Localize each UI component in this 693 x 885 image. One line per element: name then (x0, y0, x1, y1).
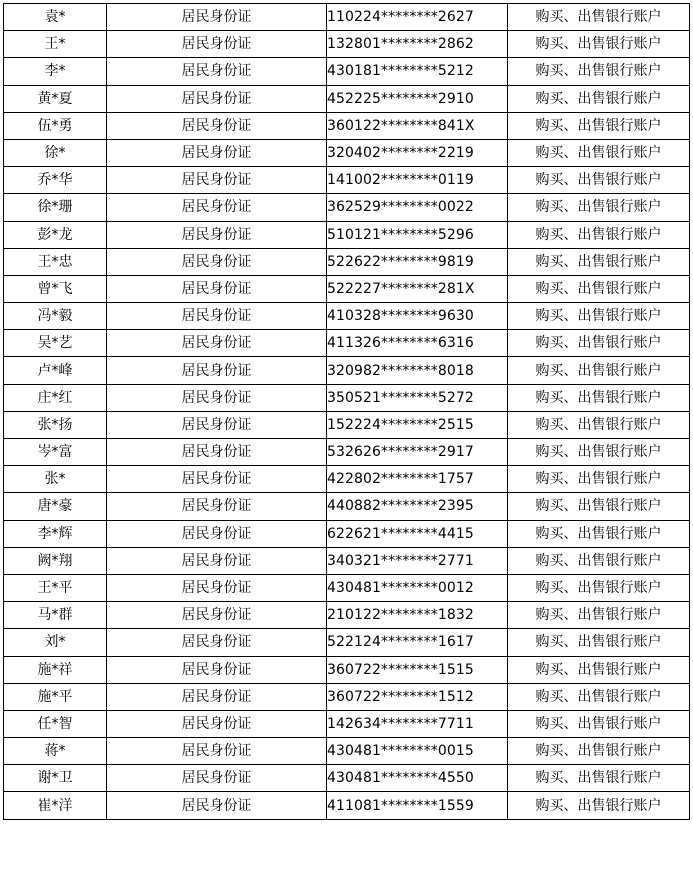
id-number-cell: 532626********2917 (327, 439, 508, 466)
id-type-cell: 居民身份证 (107, 656, 327, 683)
table-row (4, 85, 690, 112)
id-type-cell: 居民身份证 (107, 411, 327, 438)
table-row (4, 683, 690, 710)
table-row (4, 330, 690, 357)
table-row (4, 493, 690, 520)
id-number-cell: 411081********1559 (327, 792, 508, 819)
table-row (4, 58, 690, 85)
violation-cell: 购买、出售银行账户 (508, 112, 690, 139)
id-type-cell: 居民身份证 (107, 85, 327, 112)
id-type-cell: 居民身份证 (107, 31, 327, 58)
person-name-cell: 袁* (4, 4, 107, 31)
table-row (4, 303, 690, 330)
table-row (4, 710, 690, 737)
person-name-cell: 卢*峰 (4, 357, 107, 384)
id-type-cell: 居民身份证 (107, 221, 327, 248)
roster-table-body (4, 4, 690, 820)
person-name-cell: 张*扬 (4, 411, 107, 438)
person-name-cell: 蒋* (4, 738, 107, 765)
table-row (4, 194, 690, 221)
table-row (4, 139, 690, 166)
id-type-cell: 居民身份证 (107, 112, 327, 139)
table-row (4, 466, 690, 493)
violation-cell: 购买、出售银行账户 (508, 629, 690, 656)
id-type-cell: 居民身份证 (107, 330, 327, 357)
person-name-cell: 徐*珊 (4, 194, 107, 221)
person-name-cell: 唐*豪 (4, 493, 107, 520)
id-number-cell: 210122********1832 (327, 602, 508, 629)
id-number-cell: 360122********841X (327, 112, 508, 139)
id-number-cell: 110224********2627 (327, 4, 508, 31)
table-row (4, 112, 690, 139)
table-row (4, 357, 690, 384)
violation-cell: 购买、出售银行账户 (508, 520, 690, 547)
id-number-cell: 522124********1617 (327, 629, 508, 656)
id-type-cell: 居民身份证 (107, 792, 327, 819)
person-name-cell: 乔*华 (4, 167, 107, 194)
violation-cell: 购买、出售银行账户 (508, 765, 690, 792)
person-name-cell: 崔*洋 (4, 792, 107, 819)
table-row (4, 656, 690, 683)
id-number-cell: 350521********5272 (327, 384, 508, 411)
id-type-cell: 居民身份证 (107, 4, 327, 31)
person-name-cell: 冯*毅 (4, 303, 107, 330)
violation-cell: 购买、出售银行账户 (508, 411, 690, 438)
violation-cell: 购买、出售银行账户 (508, 384, 690, 411)
person-name-cell: 王*忠 (4, 248, 107, 275)
violation-cell: 购买、出售银行账户 (508, 602, 690, 629)
table-row (4, 602, 690, 629)
violation-cell: 购买、出售银行账户 (508, 656, 690, 683)
id-number-cell: 430481********0012 (327, 574, 508, 601)
person-name-cell: 曾*飞 (4, 275, 107, 302)
violation-cell: 购买、出售银行账户 (508, 139, 690, 166)
id-number-cell: 430481********0015 (327, 738, 508, 765)
id-type-cell: 居民身份证 (107, 275, 327, 302)
id-type-cell: 居民身份证 (107, 738, 327, 765)
table-row (4, 248, 690, 275)
id-number-cell: 132801********2862 (327, 31, 508, 58)
person-name-cell: 黄*夏 (4, 85, 107, 112)
id-type-cell: 居民身份证 (107, 683, 327, 710)
violation-cell: 购买、出售银行账户 (508, 4, 690, 31)
id-type-cell: 居民身份证 (107, 139, 327, 166)
id-number-cell: 320982********8018 (327, 357, 508, 384)
table-row (4, 629, 690, 656)
id-number-cell: 360722********1515 (327, 656, 508, 683)
violation-cell: 购买、出售银行账户 (508, 683, 690, 710)
id-type-cell: 居民身份证 (107, 248, 327, 275)
violation-cell: 购买、出售银行账户 (508, 792, 690, 819)
person-name-cell: 张* (4, 466, 107, 493)
violation-cell: 购买、出售银行账户 (508, 710, 690, 737)
id-type-cell: 居民身份证 (107, 547, 327, 574)
table-row (4, 31, 690, 58)
violation-cell: 购买、出售银行账户 (508, 574, 690, 601)
violation-cell: 购买、出售银行账户 (508, 31, 690, 58)
person-name-cell: 任*智 (4, 710, 107, 737)
person-name-cell: 王* (4, 31, 107, 58)
id-type-cell: 居民身份证 (107, 167, 327, 194)
id-number-cell: 430181********5212 (327, 58, 508, 85)
person-name-cell: 李* (4, 58, 107, 85)
id-number-cell: 410328********9630 (327, 303, 508, 330)
id-number-cell: 522622********9819 (327, 248, 508, 275)
person-name-cell: 刘* (4, 629, 107, 656)
person-name-cell: 庄*红 (4, 384, 107, 411)
person-name-cell: 阙*翔 (4, 547, 107, 574)
id-number-cell: 440882********2395 (327, 493, 508, 520)
id-number-cell: 142634********7711 (327, 710, 508, 737)
person-name-cell: 吴*艺 (4, 330, 107, 357)
id-number-cell: 360722********1512 (327, 683, 508, 710)
id-type-cell: 居民身份证 (107, 466, 327, 493)
id-number-cell: 411326********6316 (327, 330, 508, 357)
person-name-cell: 谢*卫 (4, 765, 107, 792)
id-number-cell: 362529********0022 (327, 194, 508, 221)
person-name-cell: 徐* (4, 139, 107, 166)
table-row (4, 275, 690, 302)
violation-cell: 购买、出售银行账户 (508, 330, 690, 357)
table-row (4, 411, 690, 438)
violation-cell: 购买、出售银行账户 (508, 493, 690, 520)
id-type-cell: 居民身份证 (107, 357, 327, 384)
table-row (4, 4, 690, 31)
table-row (4, 792, 690, 819)
id-number-cell: 422802********1757 (327, 466, 508, 493)
id-number-cell: 320402********2219 (327, 139, 508, 166)
id-type-cell: 居民身份证 (107, 439, 327, 466)
id-type-cell: 居民身份证 (107, 520, 327, 547)
id-number-cell: 430481********4550 (327, 765, 508, 792)
person-name-cell: 马*群 (4, 602, 107, 629)
person-name-cell: 王*平 (4, 574, 107, 601)
id-number-cell: 340321********2771 (327, 547, 508, 574)
violation-cell: 购买、出售银行账户 (508, 303, 690, 330)
violation-cell: 购买、出售银行账户 (508, 85, 690, 112)
table-row (4, 738, 690, 765)
id-number-cell: 141002********0119 (327, 167, 508, 194)
id-type-cell: 居民身份证 (107, 629, 327, 656)
id-type-cell: 居民身份证 (107, 303, 327, 330)
table-row (4, 167, 690, 194)
id-number-cell: 622621********4415 (327, 520, 508, 547)
table-row (4, 221, 690, 248)
table-row (4, 384, 690, 411)
violation-cell: 购买、出售银行账户 (508, 466, 690, 493)
id-type-cell: 居民身份证 (107, 710, 327, 737)
id-type-cell: 居民身份证 (107, 574, 327, 601)
violation-cell: 购买、出售银行账户 (508, 547, 690, 574)
table-row (4, 547, 690, 574)
id-type-cell: 居民身份证 (107, 384, 327, 411)
person-name-cell: 岑*富 (4, 439, 107, 466)
id-type-cell: 居民身份证 (107, 194, 327, 221)
id-number-cell: 152224********2515 (327, 411, 508, 438)
violation-cell: 购买、出售银行账户 (508, 248, 690, 275)
id-type-cell: 居民身份证 (107, 602, 327, 629)
violation-cell: 购买、出售银行账户 (508, 738, 690, 765)
roster-table (3, 3, 690, 820)
violation-cell: 购买、出售银行账户 (508, 167, 690, 194)
person-name-cell: 伍*勇 (4, 112, 107, 139)
violation-cell: 购买、出售银行账户 (508, 275, 690, 302)
table-row (4, 520, 690, 547)
table-row (4, 574, 690, 601)
id-type-cell: 居民身份证 (107, 58, 327, 85)
person-name-cell: 李*辉 (4, 520, 107, 547)
person-name-cell: 彭*龙 (4, 221, 107, 248)
violation-cell: 购买、出售银行账户 (508, 58, 690, 85)
table-row (4, 439, 690, 466)
id-number-cell: 452225********2910 (327, 85, 508, 112)
person-name-cell: 施*祥 (4, 656, 107, 683)
id-type-cell: 居民身份证 (107, 765, 327, 792)
violation-cell: 购买、出售银行账户 (508, 439, 690, 466)
id-number-cell: 510121********5296 (327, 221, 508, 248)
table-row (4, 765, 690, 792)
violation-cell: 购买、出售银行账户 (508, 221, 690, 248)
person-name-cell: 施*平 (4, 683, 107, 710)
id-number-cell: 522227********281X (327, 275, 508, 302)
id-type-cell: 居民身份证 (107, 493, 327, 520)
violation-cell: 购买、出售银行账户 (508, 357, 690, 384)
violation-cell: 购买、出售银行账户 (508, 194, 690, 221)
